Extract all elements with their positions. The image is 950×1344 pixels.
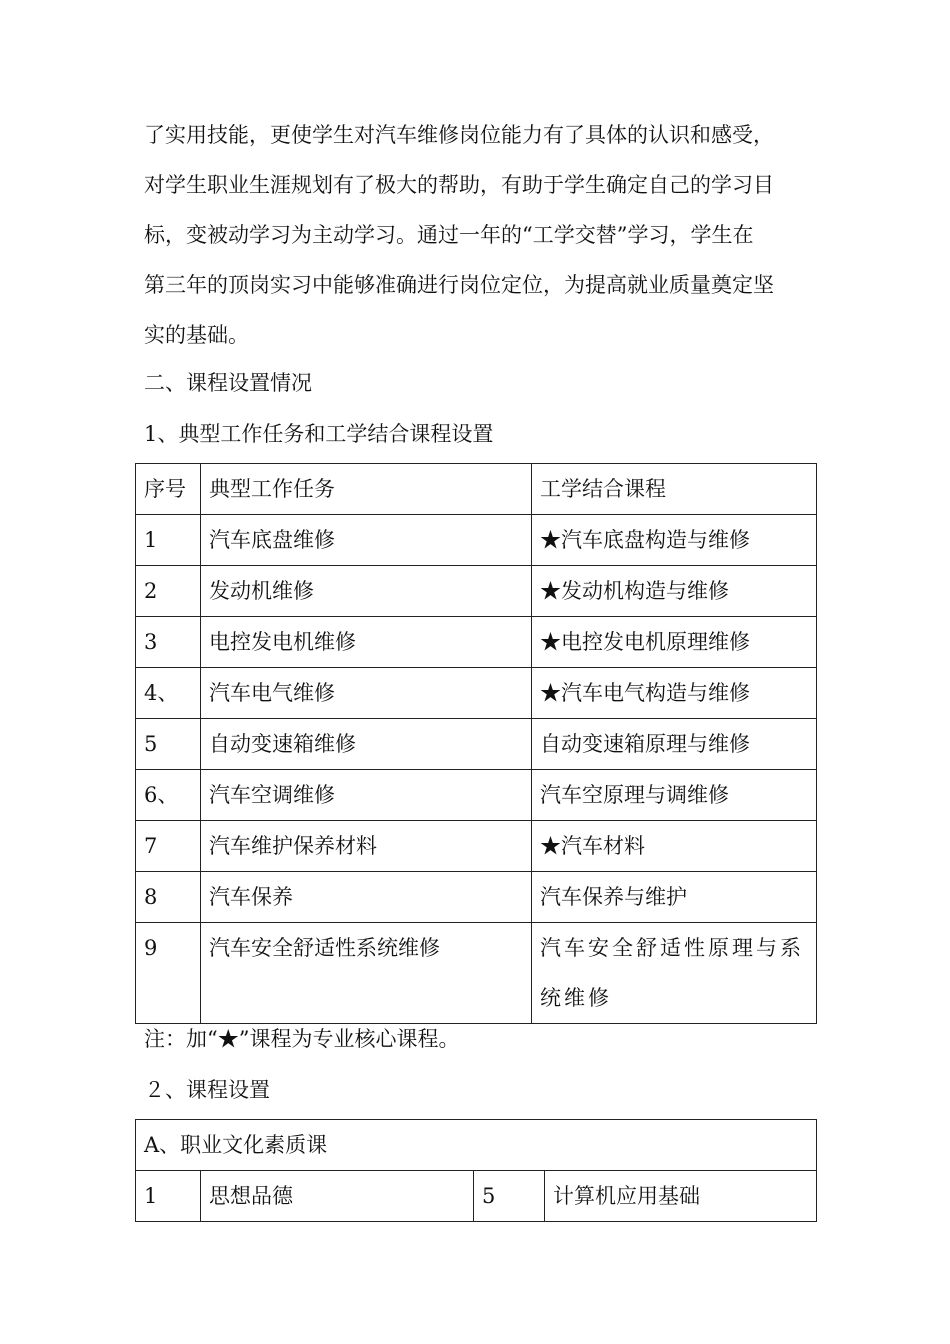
cell-course: 自动变速箱原理与维修: [532, 719, 817, 770]
table-row: [136, 617, 817, 668]
cell-course: ★电控发电机原理维修: [532, 617, 817, 668]
cell-index: 7: [136, 821, 201, 872]
cell-task: 汽车底盘维修: [201, 515, 532, 566]
intro-line: 了实用技能，更使学生对汽车维修岗位能力有了具体的认识和感受，: [144, 123, 774, 147]
cell-task: 汽车电气维修: [201, 668, 532, 719]
header-cell-course: 工学结合课程: [532, 464, 817, 515]
intro-paragraph: [144, 110, 824, 360]
cell-task: 汽车安全舒适性系统维修: [201, 923, 532, 1024]
section-heading: 二、课程设置情况: [144, 371, 312, 395]
intro-line: 实的基础。: [144, 323, 249, 347]
cell-index: 8: [136, 872, 201, 923]
header-cell-index: 序号: [136, 464, 201, 515]
cell-index: 9: [136, 923, 201, 1024]
intro-line: 标，变被动学习为主动学习。通过一年的“工学交替”学习，学生在: [144, 223, 754, 247]
cell-task: 汽车维护保养材料: [201, 821, 532, 872]
cell-index: 5: [136, 719, 201, 770]
cell-course: 汽车安全舒适性原理与系统维修: [532, 923, 817, 1024]
cell-course: 汽车保养与维护: [532, 872, 817, 923]
cell-task: 汽车空调维修: [201, 770, 532, 821]
cell-index: 1: [136, 1171, 201, 1222]
cell-course: ★汽车材料: [532, 821, 817, 872]
table-row: [136, 566, 817, 617]
cell-course: ★汽车电气构造与维修: [532, 668, 817, 719]
cell-course: ★汽车底盘构造与维修: [532, 515, 817, 566]
cell-task: 自动变速箱维修: [201, 719, 532, 770]
table-row: [136, 719, 817, 770]
category-row: [136, 1120, 817, 1171]
cell-task: 发动机维修: [201, 566, 532, 617]
cell-task: 电控发电机维修: [201, 617, 532, 668]
table-row: [136, 821, 817, 872]
table-row: [136, 770, 817, 821]
intro-line: 第三年的顶岗实习中能够准确进行岗位定位，为提高就业质量奠定坚: [144, 273, 774, 297]
subsection-heading: 1、典型工作任务和工学结合课程设置: [144, 422, 494, 446]
task-course-table: [135, 463, 817, 1024]
cell-task: 汽车保养: [201, 872, 532, 923]
cell-index: 2: [136, 566, 201, 617]
table-row: [136, 872, 817, 923]
table-row: [136, 668, 817, 719]
table-note: 注：加“★”课程为专业核心课程。: [144, 1027, 460, 1051]
cell-index: 4、: [136, 668, 201, 719]
cell-index: 6、: [136, 770, 201, 821]
subsection-heading: ２、课程设置: [144, 1078, 270, 1102]
table-header-row: [136, 464, 817, 515]
table-row: [136, 1171, 817, 1222]
cell-course: 计算机应用基础: [545, 1171, 817, 1222]
table-row: [136, 923, 817, 1024]
intro-line: 对学生职业生涯规划有了极大的帮助，有助于学生确定自己的学习目: [144, 173, 774, 197]
cell-index: 1: [136, 515, 201, 566]
course-category-table: [135, 1119, 817, 1222]
category-cell: A、职业文化素质课: [136, 1120, 817, 1171]
table-row: [136, 515, 817, 566]
cell-index: 5: [474, 1171, 545, 1222]
cell-course: ★发动机构造与维修: [532, 566, 817, 617]
cell-course: 汽车空原理与调维修: [532, 770, 817, 821]
cell-index: 3: [136, 617, 201, 668]
cell-course: 思想品德: [201, 1171, 474, 1222]
header-cell-task: 典型工作任务: [201, 464, 532, 515]
